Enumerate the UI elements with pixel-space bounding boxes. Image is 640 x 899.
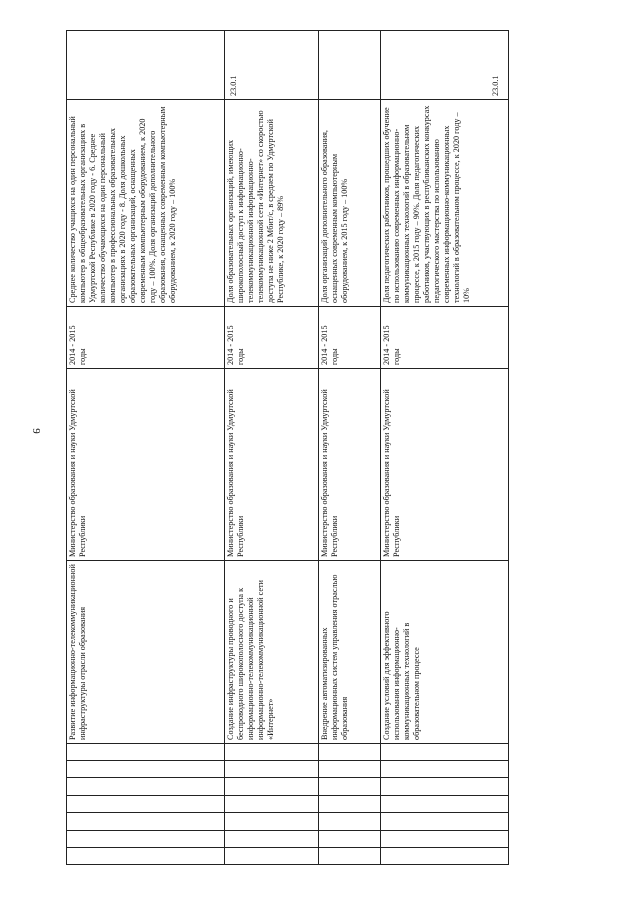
row-code: 23.0.1 [229,75,238,96]
row-title: Развитие информационно-телекоммуникационной инфраструктуры отрасли образования [68,564,87,740]
row-period: 2014 - 2015 годы [320,325,339,365]
row-executor: Министерство образования и науки Удмуртской Республики [382,389,401,557]
table-border [66,830,509,831]
row-result: Доля образовательных организаций, имеющих широкополосный доступ к информационно-телекоммуникационной информационно-телекоммуникационной сети «Интернет» со скоростью доступа не ниже 2 Мбит/с, в среднем по Удмуртской Республике, к 2020 году – 89% [226,110,285,303]
table-cell-title [225,561,318,743]
row-period: 2014 - 2015 годы [226,325,245,365]
table-cell-result [381,100,508,306]
table-border [66,743,509,744]
table-border [66,812,509,813]
row-result: Среднее количество учащихся на один персональный компьютер в общеобразовательных организациях в Удмуртской Республике в 2020 году - 6. Среднее количество обучающихся на один персональный компьютер в профессиональных образовательных организациях в 2020 году - 8. Доля дошкольных образовательных организаций, оснащенных современным компьютерным оборудованием, к 2020 году – 100%. Доля организаций дополнительного образования, оснащенных современным компьютерным оборудованием, к 2020 году – 100% [68,106,177,303]
row-result: Доля педагогических работников, прошедших обучение по использованию современных информационно-коммуникационных технологий в образовательном процессе, к 2015 году – 90%. Доля педагогических работников, участвующих в республиканских конкурсах педагогического мастерства по использованию современных информационно-коммуникационных технологий в образовательном процессе, к 2020 году – 10% [382,105,471,303]
table-cell-title [381,561,508,743]
row-executor: Министерство образования и науки Удмуртской Республики [68,389,87,557]
table-cell-executor [381,369,508,560]
table-border [66,760,509,761]
table-border [66,847,509,848]
row-period: 2014 - 2015 годы [68,325,87,365]
table-cell-period [225,307,318,368]
table-cell-executor [67,369,224,560]
row-code: 23.0.1 [491,75,500,96]
table-cell-title [67,561,224,743]
row-executor: Министерство образования и науки Удмуртской Республики [226,389,245,557]
table-border [66,777,509,778]
row-title: Создание условий для эффективного использования информационно-коммуникационных технологий в образовательном процессе [382,611,421,740]
table-border [66,795,509,796]
table-cell-title [319,561,380,743]
row-result: Доля организаций дополнительного образования, оснащенных современным компьютерным оборудованием, к 2015 году – 100% [320,130,349,303]
table-border [66,864,509,865]
page-number: 9 [30,428,42,434]
table-border [508,30,509,865]
table-cell-result [319,100,380,306]
row-executor: Министерство образования и науки Удмуртской Республики [320,389,339,557]
table-cell-code [225,31,318,99]
table-cell-code [319,31,380,99]
row-code [319,31,380,99]
table-cell-code [67,31,238,99]
table-cell-period [381,307,508,368]
table-cell-executor [225,369,318,560]
table-cell-executor [319,369,380,560]
row-title: Внедрение автоматизированных информационных систем управления отраслью образования [320,574,349,740]
table-cell-period [319,307,380,368]
row-title: Создание инфраструктуры проводного и беспроводного широкополосного доступа к информационно-телекоммуникационной информационно-телекоммуникационной сети «Интернет» [226,580,275,740]
table-cell-code [381,31,508,99]
row-period: 2014 - 2015 годы [382,325,401,365]
table-cell-result [225,100,318,306]
table-cell-period [67,307,224,368]
table-cell-result [67,100,224,306]
row-code [225,31,318,99]
